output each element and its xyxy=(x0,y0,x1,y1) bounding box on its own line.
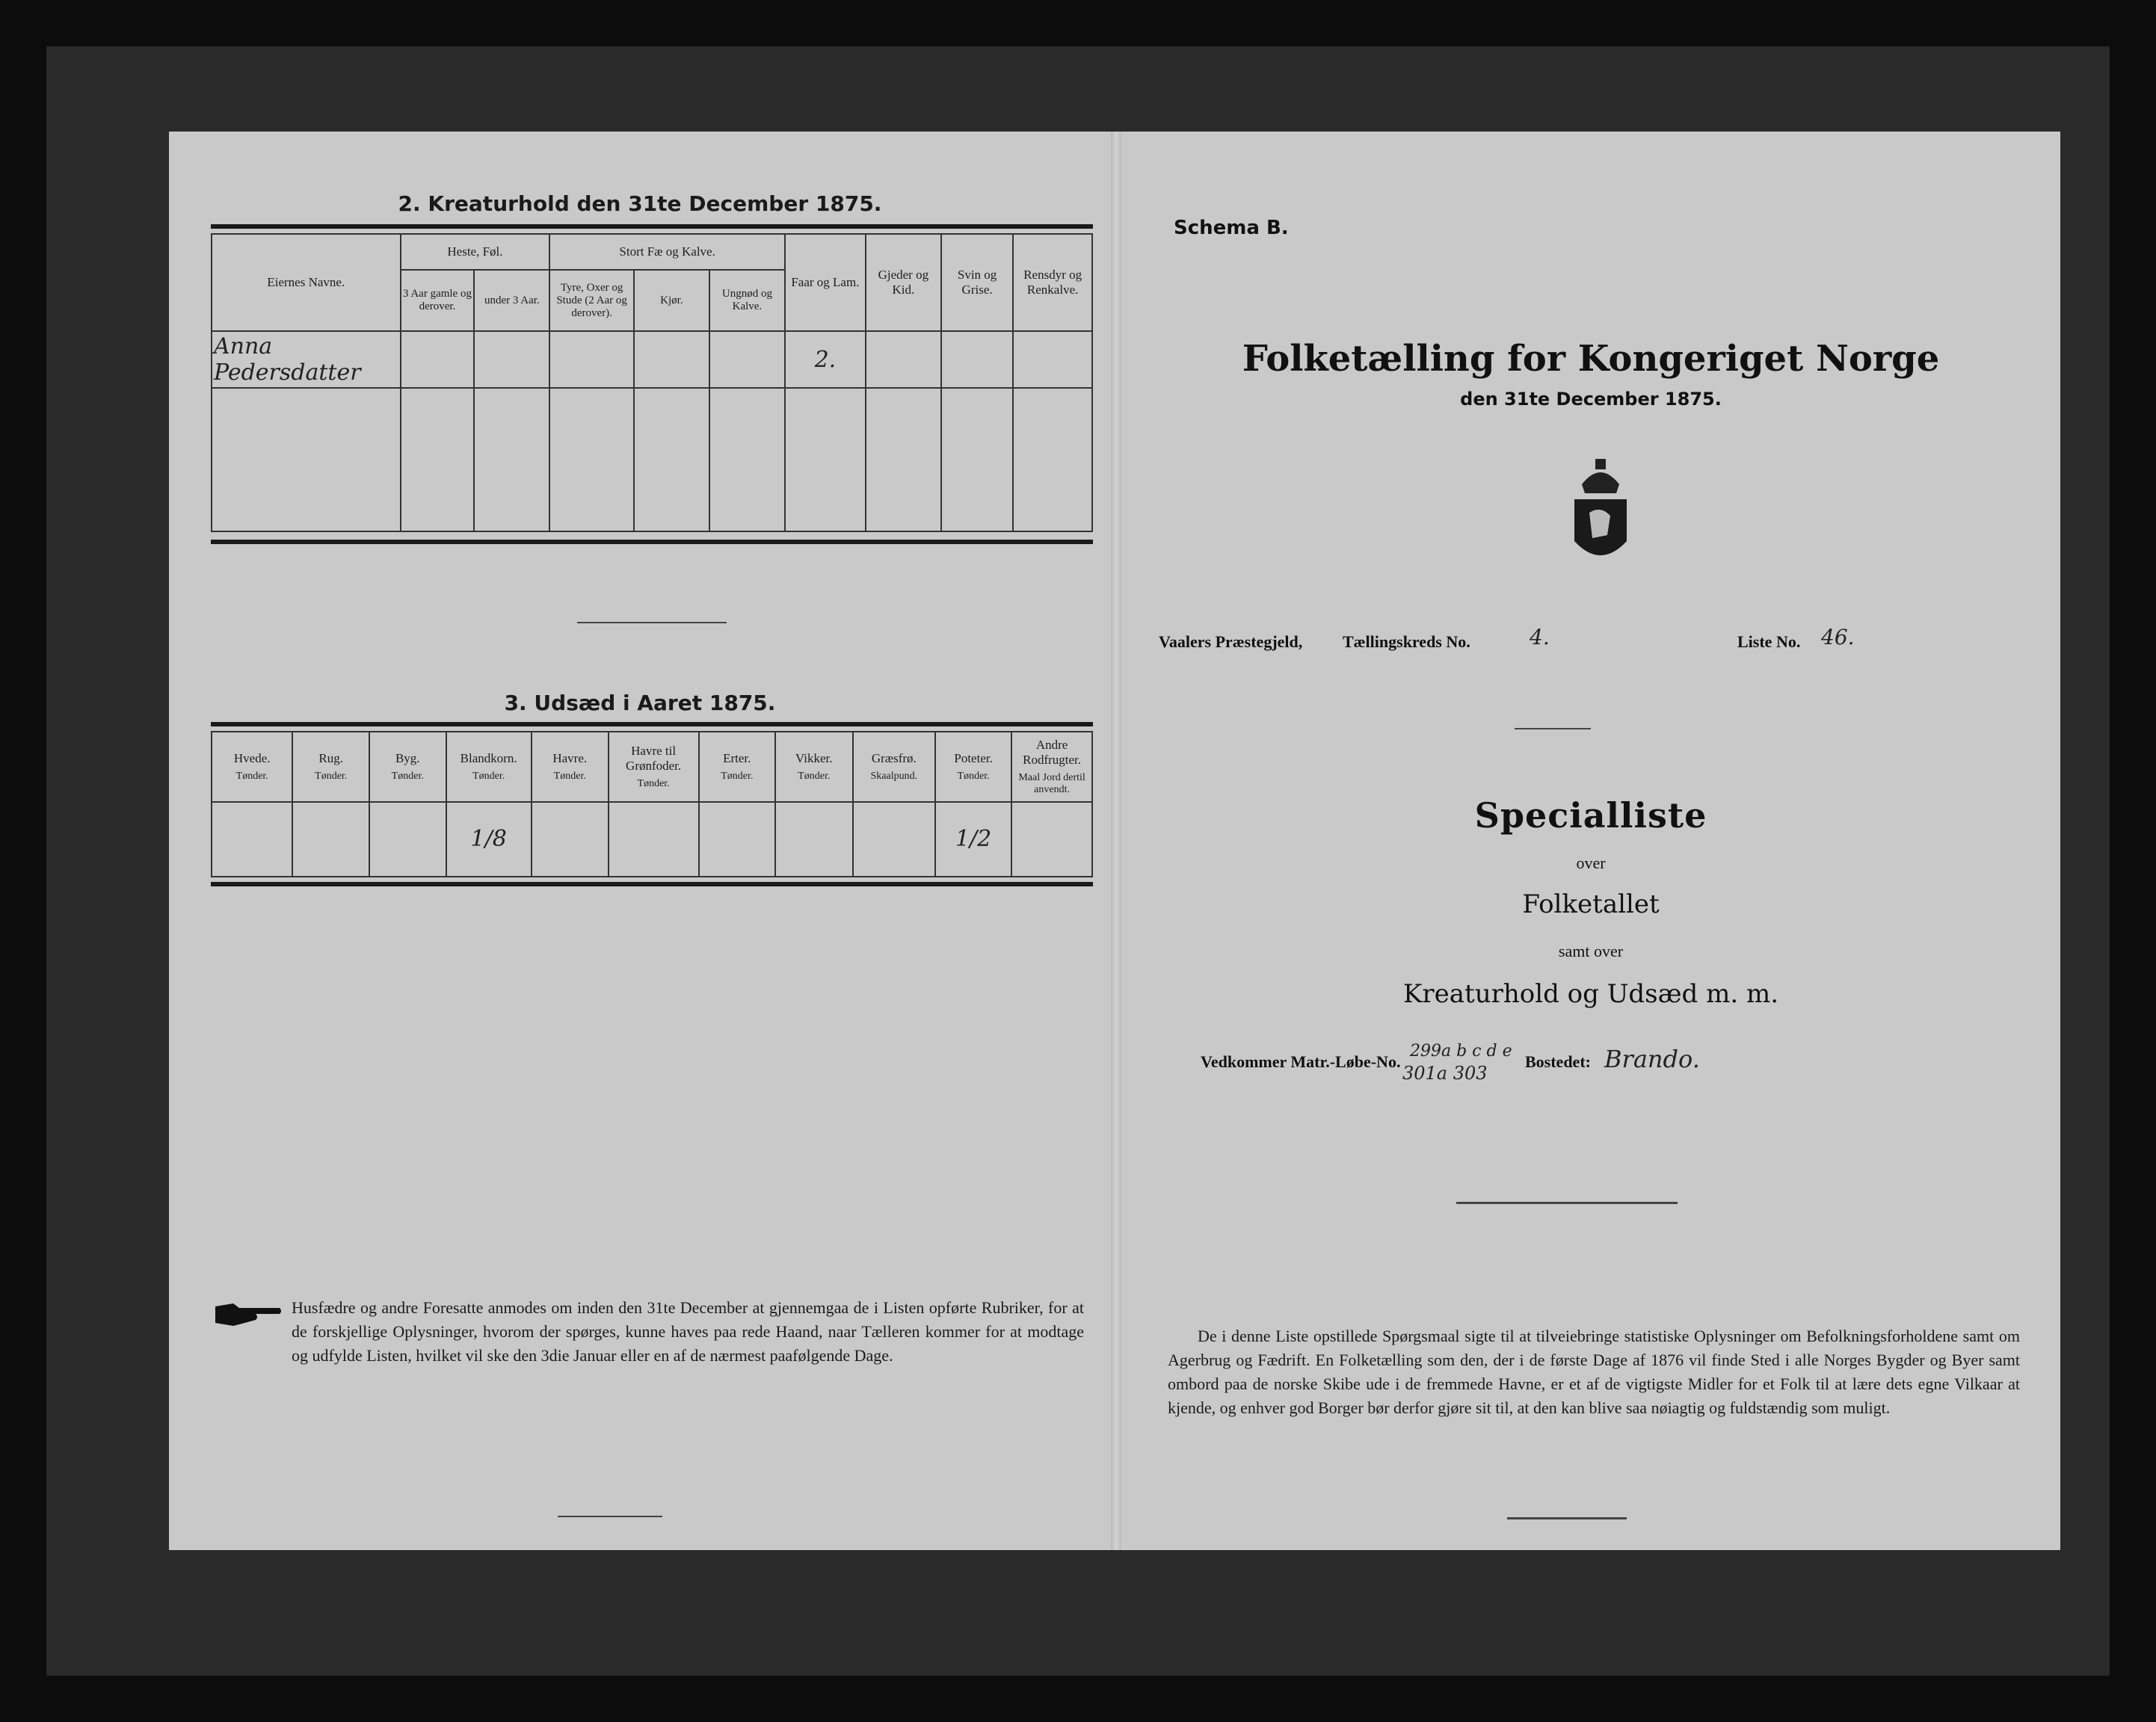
section3-title: 3. Udsæd i Aaret 1875. xyxy=(504,691,776,715)
empty-cell xyxy=(785,388,866,531)
goats-header: Gjeder og Kid. xyxy=(866,234,941,331)
seed-header-unit: Tønder. xyxy=(391,770,424,782)
seed-header-10 xyxy=(935,732,1011,802)
samt-over-text: samt over xyxy=(1558,942,1624,960)
pigs-header: Svin og Grise. xyxy=(941,234,1013,331)
schema-label: Schema B. xyxy=(1174,217,1289,239)
footer-line xyxy=(1507,1517,1627,1519)
norwegian-coat-of-arms-icon xyxy=(1567,457,1634,570)
seed-header-name: Græsfrø. xyxy=(871,750,917,765)
seed-header-4 xyxy=(446,732,532,802)
seed-header-name: Blandkorn. xyxy=(460,750,517,765)
empty-cell xyxy=(474,388,549,531)
seed-header-unit: Tønder. xyxy=(957,770,990,782)
cattle-young-header: Ungnød og Kalve. xyxy=(709,270,785,331)
reindeer-cell xyxy=(1013,331,1092,388)
form-title: Folketælling for Kongeriget Norge xyxy=(1242,338,1940,380)
seed-value-1 xyxy=(212,802,292,877)
seed-header-1 xyxy=(212,732,292,802)
seed-header-unit: Skaalpund. xyxy=(870,770,918,782)
left-page xyxy=(169,132,1111,1550)
empty-cell xyxy=(1013,388,1092,531)
seed-header-8 xyxy=(775,732,852,802)
seed-value-4: 1/8 xyxy=(446,802,532,877)
seed-value-6 xyxy=(609,802,699,877)
section3-bottom-rule xyxy=(211,882,1093,886)
cattle-header: Stort Fæ og Kalve. xyxy=(549,234,785,270)
right-page xyxy=(1121,132,2060,1550)
pigs-cell xyxy=(941,331,1013,388)
owner-header: Eiernes Navne. xyxy=(212,234,401,331)
seed-header-unit: Tønder. xyxy=(315,770,348,782)
empty-cell xyxy=(549,388,634,531)
seed-header-6 xyxy=(609,732,699,802)
seed-header-name: Hvede. xyxy=(233,750,271,765)
over-text: over xyxy=(1576,854,1606,872)
section3-top-rule xyxy=(211,722,1093,726)
section2-bottom-rule xyxy=(211,540,1093,544)
empty-cell xyxy=(401,388,475,531)
seed-header-name: Poteter. xyxy=(954,750,993,765)
empty-cell xyxy=(709,388,785,531)
notice-text: Husfædre og andre Foresatte anmodes om inden den 31te December at gjennemgaa de i Listen opførte Rubriker, for at de forskjellige Oplysninger, hvorom der spørges, kunne haves paa rede Haand, naar Tælleren kommer for at modtage og udfylde Listen, hvilket vil ske den 3die Januar eller en af de nærmest paafølgende Dage. xyxy=(292,1298,1084,1365)
section2-title: 2. Kreaturhold den 31te December 1875. xyxy=(398,191,882,216)
kreaturhold-text: Kreaturhold og Udsæd m. m. xyxy=(1402,979,1778,1009)
seed-header-name: Havre til Grønfoder. xyxy=(626,743,682,773)
matr-label: Vedkommer Matr.-Løbe-No. xyxy=(1201,1052,1401,1071)
goats-cell xyxy=(866,331,941,388)
bosted-label: Bostedet: xyxy=(1525,1052,1591,1071)
empty-cell xyxy=(212,388,401,531)
seed-header-name: Vikker. xyxy=(795,750,833,765)
cattle-bulls-header: Tyre, Oxer og Stude (2 Aar og derover). xyxy=(549,270,634,331)
horses-under3-cell xyxy=(474,331,549,388)
reindeer-header: Rensdyr og Renkalve. xyxy=(1013,234,1092,331)
parish-label: Vaalers Præstegjeld, xyxy=(1159,632,1303,651)
district-label: Tællingskreds No. xyxy=(1343,632,1470,651)
seed-header-name: Erter. xyxy=(723,750,751,765)
seed-header-unit: Maal Jord dertil anvendt. xyxy=(1018,771,1085,795)
seed-value-5 xyxy=(532,802,609,877)
cattle-bulls-cell xyxy=(549,331,634,388)
horses-3plus-cell xyxy=(401,331,475,388)
cattle-young-cell xyxy=(709,331,785,388)
seed-header-unit: Tønder. xyxy=(721,770,754,782)
footer-line xyxy=(558,1516,662,1517)
empty-cell xyxy=(634,388,709,531)
seed-header-name: Rug. xyxy=(318,750,344,765)
seed-header-11 xyxy=(1011,732,1092,802)
matr-value-2: 301a 303 xyxy=(1402,1063,1488,1084)
seed-value-9 xyxy=(853,802,936,877)
owner-cell: Anna Pedersdatter xyxy=(212,331,401,388)
seed-header-name: Andre Rodfrugter. xyxy=(1023,737,1082,767)
pointing-hand-icon xyxy=(214,1299,283,1329)
seed-header-9 xyxy=(853,732,936,802)
list-number: 46. xyxy=(1821,625,1855,649)
district-number: 4. xyxy=(1530,625,1550,649)
separator-line xyxy=(1456,1202,1678,1204)
seed-value-10: 1/2 xyxy=(935,802,1011,877)
seed-header-3 xyxy=(369,732,446,802)
seed-header-7 xyxy=(699,732,776,802)
empty-cell xyxy=(941,388,1013,531)
cattle-cows-header: Kjør. xyxy=(634,270,709,331)
seed-header-2 xyxy=(292,732,369,802)
seed-value-3 xyxy=(369,802,446,877)
sheep-cell: 2. xyxy=(785,331,866,388)
sheep-header: Faar og Lam. xyxy=(785,234,866,331)
horses-under3-header: under 3 Aar. xyxy=(474,270,549,331)
cattle-cows-cell xyxy=(634,331,709,388)
separator-line xyxy=(577,622,727,623)
special-title: Specialliste xyxy=(1474,795,1707,836)
folketallet-text: Folketallet xyxy=(1522,889,1660,919)
matr-value-1: 299a b c d e xyxy=(1410,1042,1512,1061)
form-date: den 31te December 1875. xyxy=(1460,389,1722,410)
separator-line xyxy=(1515,728,1591,729)
seed-table xyxy=(211,731,1093,877)
seed-header-name: Byg. xyxy=(395,750,420,765)
seed-value-7 xyxy=(699,802,776,877)
horses-3plus-header: 3 Aar gamle og derover. xyxy=(401,270,475,331)
seed-header-name: Havre. xyxy=(552,750,588,765)
horses-header: Heste, Føl. xyxy=(401,234,550,270)
livestock-table xyxy=(211,233,1093,532)
section2-top-rule xyxy=(211,224,1093,229)
census-sheet xyxy=(169,132,2060,1550)
seed-header-5 xyxy=(532,732,609,802)
seed-value-2 xyxy=(292,802,369,877)
bosted-value: Brando. xyxy=(1604,1045,1700,1073)
seed-value-8 xyxy=(775,802,852,877)
seed-header-unit: Tønder. xyxy=(472,770,505,782)
list-label: Liste No. xyxy=(1737,632,1801,651)
seed-header-unit: Tønder. xyxy=(235,770,268,782)
seed-value-11 xyxy=(1011,802,1092,877)
empty-cell xyxy=(866,388,941,531)
seed-header-unit: Tønder. xyxy=(798,770,831,782)
seed-header-unit: Tønder. xyxy=(637,777,670,789)
seed-header-unit: Tønder. xyxy=(553,770,586,782)
explanation-paragraph: De i denne Liste opstillede Spørgsmaal sigte til at tilveiebringe statistiske Oplysninger om Befolkningsforholdene samt om Agerbrug og Fædrift. En Folketælling som den, der i de første Dage af 1876 vil finde Sted i alle Norges Bygder og Byer samt ombord paa de norske Skibe ude i de fremmede Havne, er et af de vigtigste Midler for et Folk til at lære dets egne Vilkaar at kjende, og enhver god Borger bør derfor gjøre sit til, at den kan blive saa nøiagtig og fuldstændig som muligt. xyxy=(1168,1327,2020,1417)
